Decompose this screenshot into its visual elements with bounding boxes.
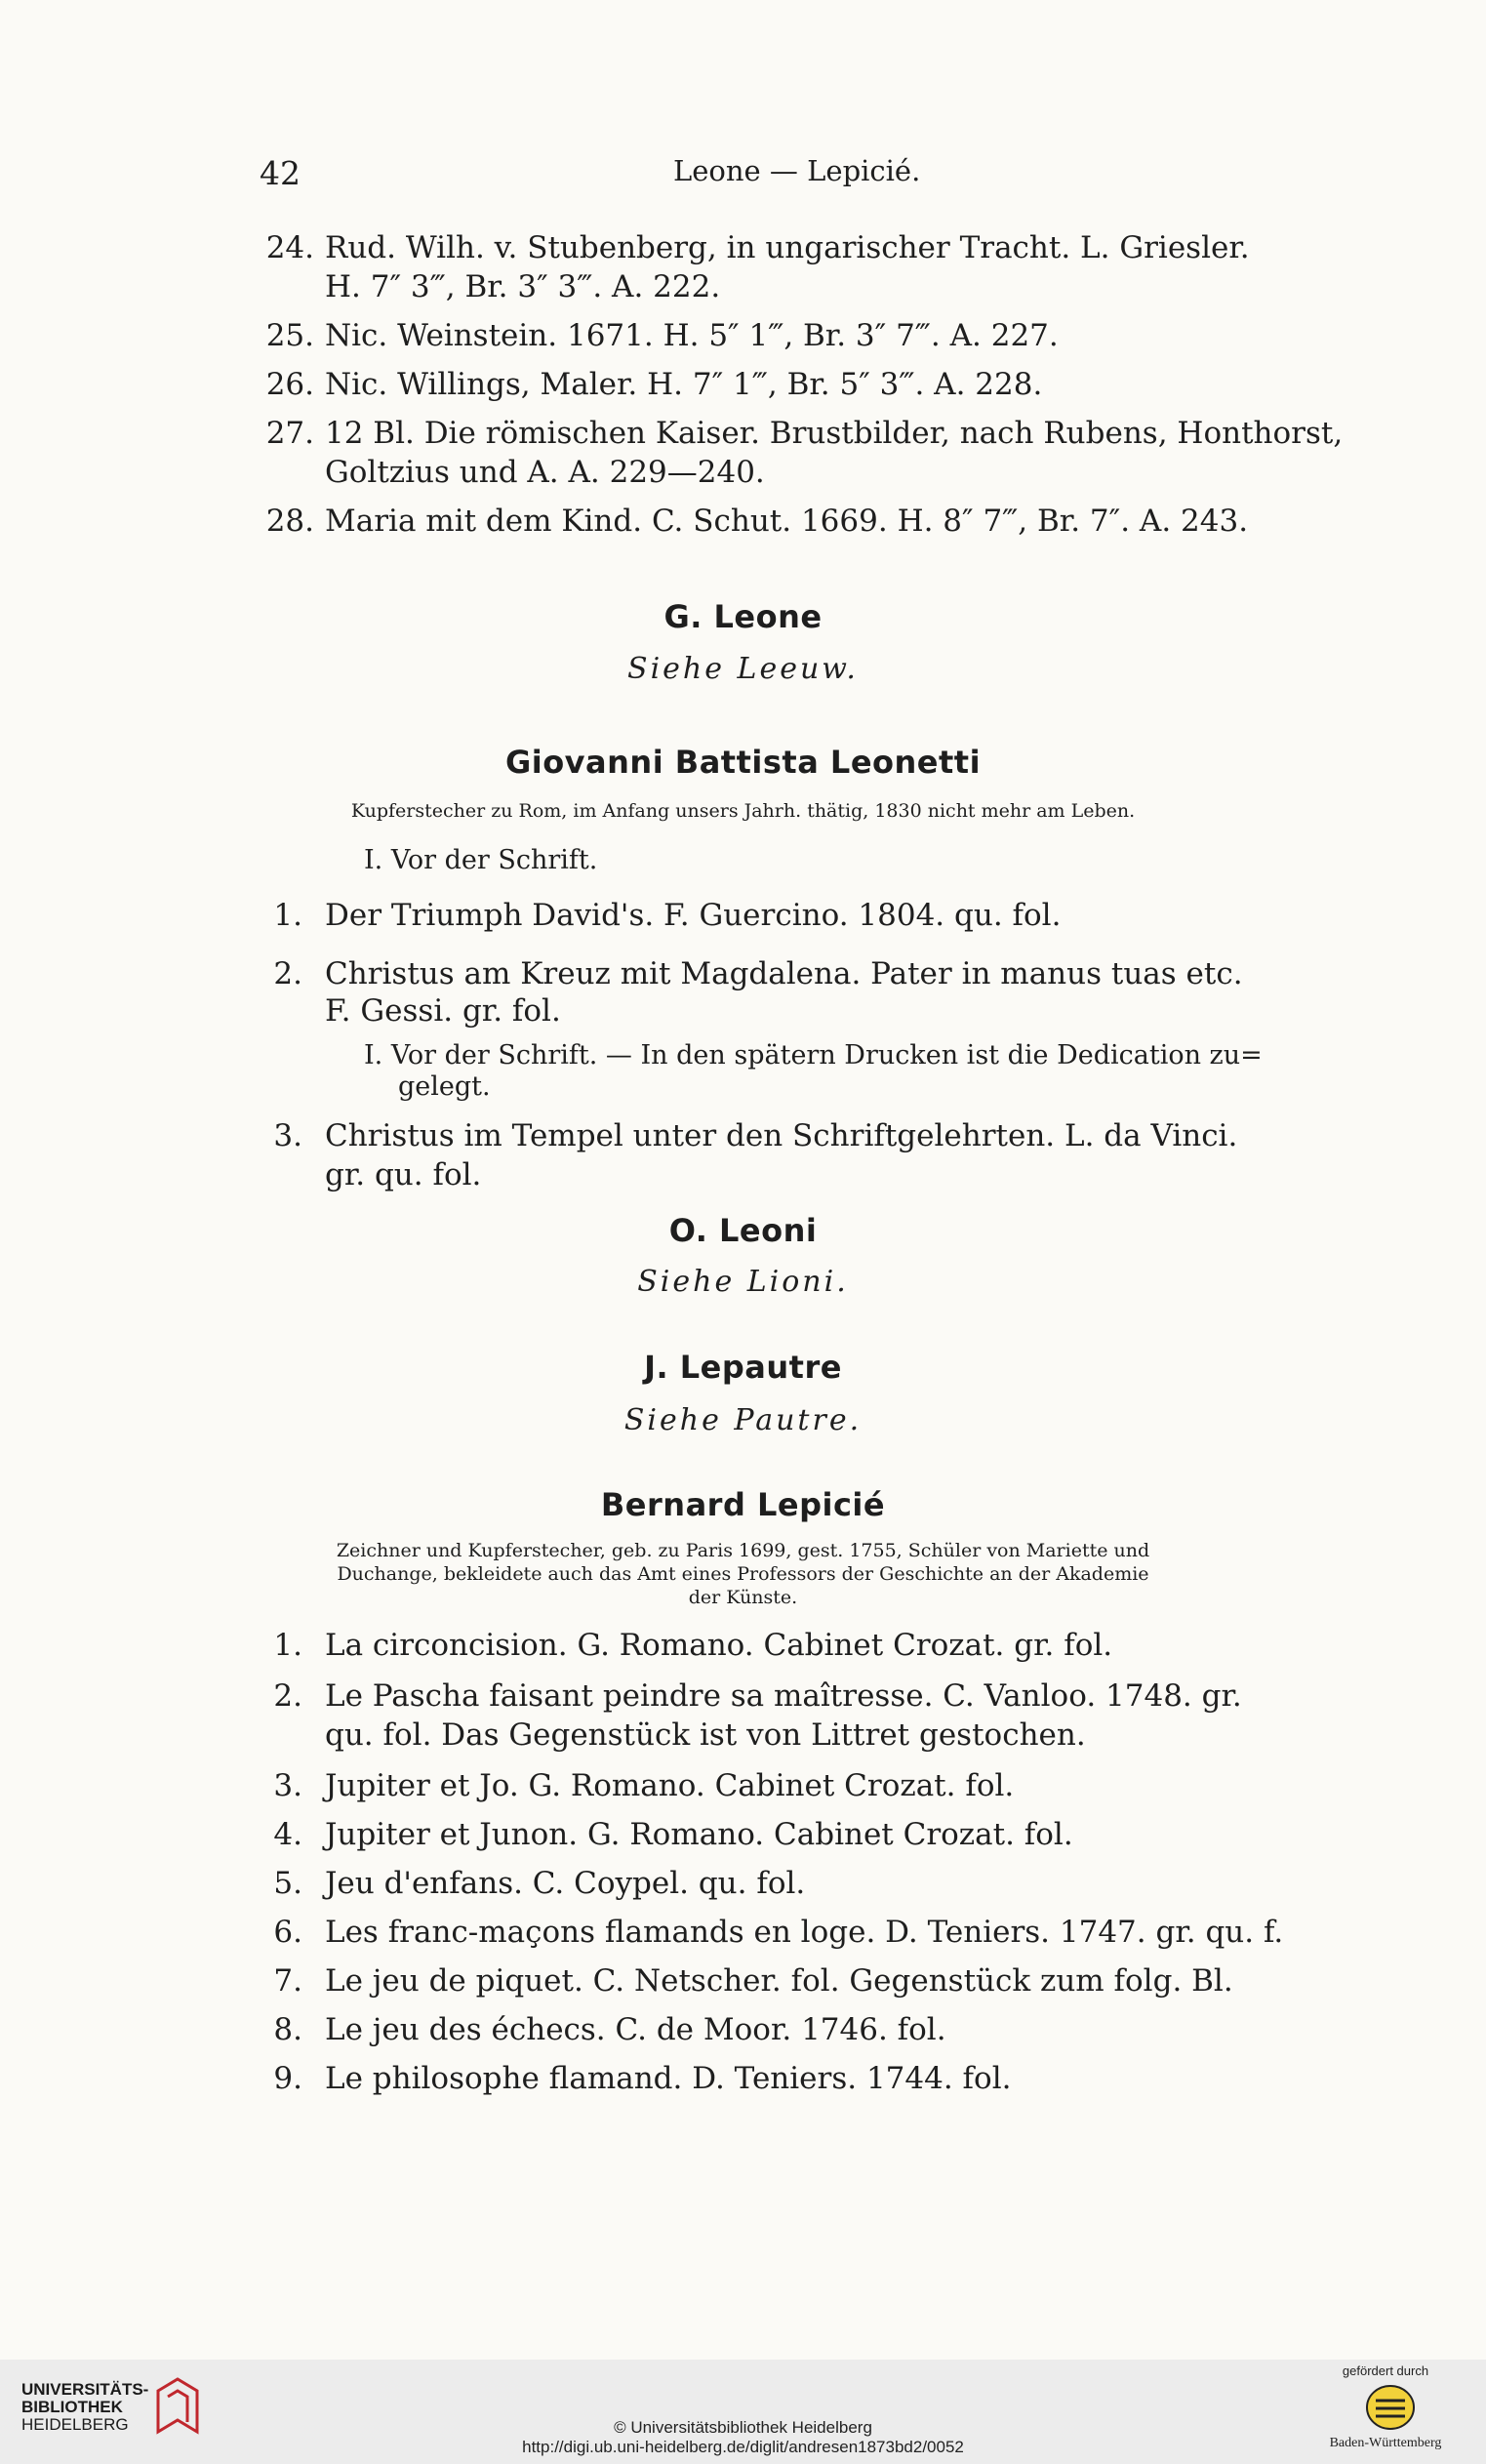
entry-line: Goltzius und A. A. 229—240. — [325, 455, 765, 490]
entry-line: qu. fol. Das Gegenstück ist von Littret gestochen. — [325, 1717, 1086, 1753]
sponsor-name: Baden-Württemberg — [1329, 2436, 1442, 2450]
section-heading: O. Leoni — [668, 1212, 818, 1249]
section-heading: G. Leone — [663, 598, 823, 635]
entry-line: F. Gessi. gr. fol. — [325, 993, 561, 1029]
cross-reference: Siehe Lioni. — [637, 1265, 849, 1299]
entry-number: 24. — [265, 230, 314, 265]
library-name-line: HEIDELBERG — [21, 2415, 129, 2434]
state-note: gelegt. — [398, 1071, 491, 1102]
entry-line: Rud. Wilh. v. Stubenberg, in ungarischer Tracht. L. Griesler. — [325, 230, 1250, 265]
permalink-url[interactable]: http://digi.ub.uni-heidelberg.de/diglit/andresen1873bd2/0052 — [522, 2438, 964, 2456]
cross-reference: Siehe Pautre. — [623, 1403, 863, 1437]
entry-number: 4. — [273, 1817, 302, 1852]
entry-number: 27. — [265, 416, 314, 451]
sponsor-label: gefördert durch — [1342, 2363, 1429, 2378]
section-heading: J. Lepautre — [644, 1349, 842, 1386]
entry-line: Le philosophe flamand. D. Teniers. 1744. fol. — [325, 2061, 1012, 2096]
page-number: 42 — [260, 154, 301, 192]
entry-line: Jeu d'enfans. C. Coypel. qu. fol. — [325, 1866, 806, 1901]
entry-number: 2. — [273, 956, 302, 991]
section-heading: Giovanni Battista Leonetti — [504, 744, 982, 781]
entry-line: Der Triumph David's. F. Guercino. 1804. qu. fol. — [325, 898, 1062, 933]
entry-line: Le Pascha faisant peindre sa maîtresse. C. Vanloo. 1748. gr. — [325, 1678, 1242, 1714]
artist-biography: Kupferstecher zu Rom, im Anfang unsers Jahrh. thätig, 1830 nicht mehr am Leben. — [350, 800, 1136, 822]
entry-number: 9. — [273, 2061, 302, 2096]
entry-number: 1. — [273, 898, 302, 933]
entry-line: Les franc-maçons flamands en loge. D. Teniers. 1747. gr. qu. f. — [325, 1915, 1284, 1950]
artist-biography: Duchange, bekleidete auch das Amt eines Professors der Geschichte an der Akademie — [337, 1563, 1149, 1585]
entry-line: Nic. Willings, Maler. H. 7″ 1‴, Br. 5″ 3‴. A. 228. — [325, 367, 1043, 402]
copyright-notice: © Universitätsbibliothek Heidelberg — [614, 2418, 872, 2437]
library-name-line: UNIVERSITÄTS- — [21, 2380, 149, 2399]
library-name-line: BIBLIOTHEK — [21, 2398, 123, 2416]
entry-number: 2. — [273, 1678, 302, 1714]
entry-line: gr. qu. fol. — [325, 1157, 482, 1192]
entry-line: 12 Bl. Die römischen Kaiser. Brustbilder, nach Rubens, Honthorst, — [325, 416, 1344, 451]
entry-number: 1. — [273, 1628, 302, 1663]
entry-line: Jupiter et Junon. G. Romano. Cabinet Crozat. fol. — [325, 1817, 1073, 1852]
entry-number: 3. — [273, 1768, 302, 1803]
entry-number: 7. — [273, 1963, 302, 1999]
entry-line: Le jeu des échecs. C. de Moor. 1746. fol. — [325, 2012, 946, 2047]
entry-number: 8. — [273, 2012, 302, 2047]
entry-number: 3. — [273, 1118, 302, 1153]
entry-line: Christus im Tempel unter den Schriftgelehrten. L. da Vinci. — [325, 1118, 1238, 1153]
cross-reference: Siehe Leeuw. — [627, 652, 859, 686]
entry-number: 28. — [265, 504, 314, 539]
section-heading: Bernard Lepicié — [600, 1486, 886, 1523]
entry-number: 26. — [265, 367, 314, 402]
entry-number: 6. — [273, 1915, 302, 1950]
entry-line: Maria mit dem Kind. C. Schut. 1669. H. 8″ 7‴, Br. 7″. A. 243. — [325, 504, 1249, 539]
entry-line: Nic. Weinstein. 1671. H. 5″ 1‴, Br. 3″ 7‴. A. 227. — [325, 318, 1059, 353]
artist-biography: Zeichner und Kupferstecher, geb. zu Paris 1699, gest. 1755, Schüler von Mariette und — [336, 1540, 1150, 1561]
entry-line: La circoncision. G. Romano. Cabinet Crozat. gr. fol. — [325, 1628, 1113, 1663]
state-coat-of-arms-icon — [1364, 2383, 1417, 2432]
entry-number: 25. — [265, 318, 314, 353]
artist-biography: der Künste. — [688, 1587, 798, 1608]
entry-line: H. 7″ 3‴, Br. 3″ 3‴. A. 222. — [325, 269, 721, 304]
state-note: I. Vor der Schrift. — [364, 845, 598, 875]
entry-line: Christus am Kreuz mit Magdalena. Pater in manus tuas etc. — [325, 956, 1243, 991]
state-note: I. Vor der Schrift. — In den spätern Drucken ist die Dedication zu= — [364, 1040, 1263, 1070]
entry-line: Le jeu de piquet. C. Netscher. fol. Gegenstück zum folg. Bl. — [325, 1963, 1233, 1999]
running-title: Leone — Lepicié. — [673, 154, 921, 187]
entry-line: Jupiter et Jo. G. Romano. Cabinet Crozat. fol. — [325, 1768, 1015, 1803]
entry-number: 5. — [273, 1866, 302, 1901]
